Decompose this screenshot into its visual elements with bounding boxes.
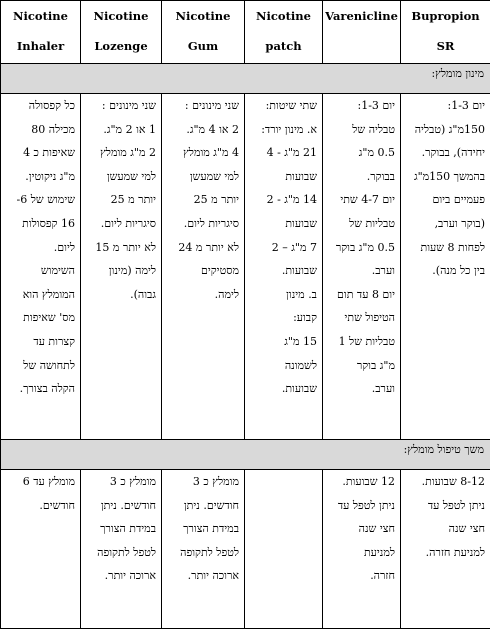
dose-row bbox=[1, 94, 490, 440]
cell-line: קבוע: bbox=[249, 306, 317, 330]
cell-line: למי שמעשן bbox=[85, 165, 156, 189]
header-varenicline: Varenicline bbox=[323, 1, 401, 64]
header-nicotine-inhaler: Nicotine Inhaler bbox=[1, 1, 81, 64]
cell-line: שני מינונים : bbox=[166, 94, 239, 118]
dose-cell-varenicline bbox=[323, 94, 401, 440]
cell-line: לא יותר מ 15 bbox=[85, 236, 156, 260]
cell-line: וערב. bbox=[327, 259, 395, 283]
dose-cell-lozenge bbox=[81, 94, 162, 440]
cell-line: לשמונה bbox=[249, 354, 317, 378]
cell-line: וערב. bbox=[327, 377, 395, 401]
cell-line: המומלץ הוא bbox=[5, 283, 75, 307]
cell-line: 8-12 שבועות. bbox=[405, 470, 485, 494]
cell-line: מס' שאיפות bbox=[5, 306, 75, 330]
cell-line: חצי שנה bbox=[327, 517, 395, 541]
section-title-maintenance: משך טיפול מומלץ: bbox=[1, 440, 490, 470]
maintenance-row bbox=[1, 470, 490, 629]
cell-line: יותר מ 25 bbox=[166, 188, 239, 212]
cell-line: קצרות עד bbox=[5, 330, 75, 354]
cell-line: 0.5 מ"ג bbox=[327, 141, 395, 165]
header-bupropion-sr: Bupropion SR bbox=[401, 1, 490, 64]
cell-line: פעמיים ביום bbox=[405, 188, 485, 212]
maintenance-cell-lozenge bbox=[81, 470, 162, 629]
cell-line: לטפל לתקופה bbox=[166, 541, 239, 565]
cell-line: הקלה בצורך. bbox=[5, 377, 75, 401]
cell-line: מומלץ עד 6 bbox=[5, 470, 75, 494]
cell-line: מ"ג ניקוטין. bbox=[5, 165, 75, 189]
cell-line: לתחושה של bbox=[5, 354, 75, 378]
header-nicotine-lozenge: Nicotine Lozenge bbox=[81, 1, 162, 64]
cell-line: למניעת bbox=[327, 541, 395, 565]
cell-line: שבועות bbox=[249, 165, 317, 189]
cell-line: (בוקר וערב, bbox=[405, 212, 485, 236]
dose-cell-inhaler bbox=[1, 94, 81, 440]
cell-line: ארוכה יותר. bbox=[85, 564, 156, 588]
cell-line: מומלץ כ 3 bbox=[85, 470, 156, 494]
cell-line: טבליה של bbox=[327, 118, 395, 142]
cell-line: שאיפות כ 4 bbox=[5, 141, 75, 165]
cell-line: שבועות bbox=[249, 212, 317, 236]
cell-line: גבוה). bbox=[85, 283, 156, 307]
section-row-maintenance bbox=[1, 440, 490, 470]
cell-line: למניעת חזרה. bbox=[405, 541, 485, 565]
cell-line: השימוש bbox=[5, 259, 75, 283]
cell-line: לפחות 8 שעות bbox=[405, 236, 485, 260]
cell-line: בהמשך 150מ"ג bbox=[405, 165, 485, 189]
cell-line: במידת הצורך bbox=[166, 517, 239, 541]
cell-line: הטיפול שתי bbox=[327, 306, 395, 330]
header-nicotine-patch: Nicotine patch bbox=[245, 1, 323, 64]
cell-line: חודשים. ניתן bbox=[85, 494, 156, 518]
cell-line: יום 1-3: bbox=[405, 94, 485, 118]
cell-line: 2 מ"ג מומלץ bbox=[85, 141, 156, 165]
cell-line: במידת הצורך bbox=[85, 517, 156, 541]
maintenance-cell-varenicline bbox=[323, 470, 401, 629]
cell-line: יותר מ 25 bbox=[85, 188, 156, 212]
cell-line: לטפל לתקופה bbox=[85, 541, 156, 565]
section-title-dose: מינון מומלץ: bbox=[1, 64, 490, 94]
cell-line: חצי שנה bbox=[405, 517, 485, 541]
cell-line: שני מינונים : bbox=[85, 94, 156, 118]
cell-line: יום 8 עד תום bbox=[327, 283, 395, 307]
header-nicotine-gum: Nicotine Gum bbox=[162, 1, 245, 64]
cell-line: 1 או 2 מ"ג. bbox=[85, 118, 156, 142]
cell-line: יום 1-3: bbox=[327, 94, 395, 118]
cell-line: בבוקר. bbox=[327, 165, 395, 189]
maintenance-cell-gum bbox=[162, 470, 245, 629]
cell-line: סיגריות ליום. bbox=[85, 212, 156, 236]
cell-line: ליום. bbox=[5, 236, 75, 260]
cell-line: 4 מ"ג מומלץ bbox=[166, 141, 239, 165]
maintenance-cell-bupropion bbox=[401, 470, 490, 629]
cell-line: ניתן לטפל עד bbox=[405, 494, 485, 518]
cell-line: ב. מינון bbox=[249, 283, 317, 307]
maintenance-cell-inhaler bbox=[1, 470, 81, 629]
cell-line: 2 או 4 מ"ג. bbox=[166, 118, 239, 142]
cell-line: 7 מ"ג – 2 bbox=[249, 236, 317, 260]
cell-line: 16 קפסולות bbox=[5, 212, 75, 236]
cell-line: 150מ"ג (טבליה bbox=[405, 118, 485, 142]
cell-line: מ"ג בוקר bbox=[327, 354, 395, 378]
cell-line: 21 מ"ג - 4 bbox=[249, 141, 317, 165]
cell-line: יחידה), בבוקר. bbox=[405, 141, 485, 165]
cell-line: שבועות. bbox=[249, 377, 317, 401]
cell-line: חודשים. ניתן bbox=[166, 494, 239, 518]
cell-line: בין כל מנה). bbox=[405, 259, 485, 283]
cell-line: יום 4-7 שתי bbox=[327, 188, 395, 212]
cell-line: לא יותר מ 24 bbox=[166, 236, 239, 260]
cell-line: 14 מ"ג - 2 bbox=[249, 188, 317, 212]
cell-line: מכילה 80 bbox=[5, 118, 75, 142]
cell-line: ניתן לטפל עד bbox=[327, 494, 395, 518]
cell-line: מסטיקים bbox=[166, 259, 239, 283]
cell-line: ארוכה יותר. bbox=[166, 564, 239, 588]
cell-line: 15 מ"ג bbox=[249, 330, 317, 354]
cell-line: סיגריות ליום. bbox=[166, 212, 239, 236]
cell-line: שתי שיטות: bbox=[249, 94, 317, 118]
cell-line: לימה. bbox=[166, 283, 239, 307]
dose-cell-patch bbox=[245, 94, 323, 440]
cell-line: טבליות של bbox=[327, 212, 395, 236]
cell-line: חודשים. bbox=[5, 494, 75, 518]
cell-line: חזרה. bbox=[327, 564, 395, 588]
cell-line: טבליות של 1 bbox=[327, 330, 395, 354]
section-row-dose bbox=[1, 64, 490, 94]
cell-line: א. מינון יורד: bbox=[249, 118, 317, 142]
dose-cell-bupropion bbox=[401, 94, 490, 440]
cell-line: כל קפסולה bbox=[5, 94, 75, 118]
cell-line: 12 שבועות. bbox=[327, 470, 395, 494]
cell-line: שימוש של 6- bbox=[5, 188, 75, 212]
cell-line: שבועות. bbox=[249, 259, 317, 283]
header-row bbox=[1, 1, 490, 64]
cell-line: לימה (מינון bbox=[85, 259, 156, 283]
cell-line: למי שמעשן bbox=[166, 165, 239, 189]
cell-line: מומלץ כ 3 bbox=[166, 470, 239, 494]
dose-cell-gum bbox=[162, 94, 245, 440]
cell-line: 0.5 מ"ג בוקר bbox=[327, 236, 395, 260]
maintenance-cell-patch bbox=[245, 470, 323, 629]
